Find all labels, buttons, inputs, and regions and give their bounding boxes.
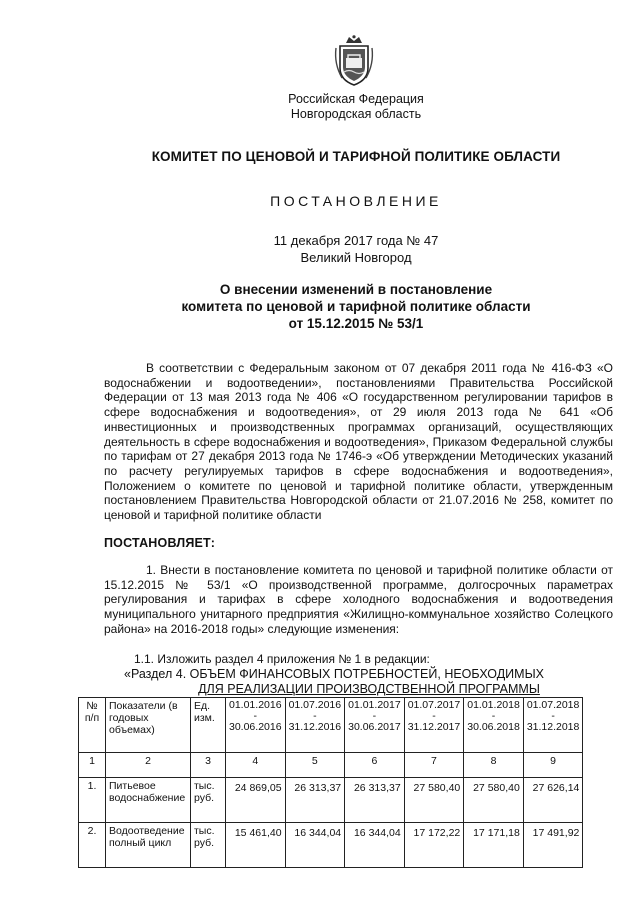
row-unit: тыс. руб. (191, 823, 226, 868)
section-title-line-2: ДЛЯ РЕАЛИЗАЦИИ ПРОИЗВОДСТВЕННОЙ ПРОГРАММЫ (198, 682, 540, 696)
row-value: 17 172,22 (404, 823, 464, 868)
column-number: 3 (191, 753, 226, 778)
table-row (79, 823, 583, 868)
subject-line-2: комитета по ценовой и тарифной политике области (181, 299, 531, 314)
country-region-block (96, 92, 616, 122)
header-period-1: 01.01.2016 - 30.06.2016 (226, 698, 286, 753)
section-title-line-1: «Раздел 4. ОБЪЕМ ФИНАНСОВЫХ ПОТРЕБНОСТЕЙ, НЕОБХОДИМЫХ (124, 667, 544, 681)
row-indicator: Питьевое водоснабжение (106, 778, 191, 823)
column-number: 7 (404, 753, 464, 778)
document-subject (96, 281, 616, 332)
document-date-number: 11 декабря 2017 года № 47 (273, 233, 439, 248)
document-city: Великий Новгород (300, 250, 412, 265)
resolves-heading: ПОСТАНОВЛЯЕТ: (104, 536, 216, 550)
row-value: 26 313,37 (345, 778, 405, 823)
column-number: 6 (345, 753, 405, 778)
row-value: 16 344,04 (285, 823, 345, 868)
region-name: Новгородская область (290, 107, 422, 121)
row-value: 24 869,05 (226, 778, 286, 823)
document-type: ПОСТАНОВЛЕНИЕ (270, 193, 442, 209)
header-unit: Ед. изм. (191, 698, 226, 753)
table-row (79, 778, 583, 823)
item-1-1-paragraph: 1.1. Изложить раздел 4 приложения № 1 в редакции: (134, 652, 430, 666)
header-no: № п/п (79, 698, 106, 753)
row-no: 1. (79, 778, 106, 823)
column-number: 2 (106, 753, 191, 778)
row-unit: тыс. руб. (191, 778, 226, 823)
date-city-block (96, 232, 616, 266)
row-value: 26 313,37 (285, 778, 345, 823)
column-number-row (79, 753, 583, 778)
column-number: 1 (79, 753, 106, 778)
header-period-6: 01.07.2018 - 31.12.2018 (523, 698, 583, 753)
committee-title: КОМИТЕТ ПО ЦЕНОВОЙ И ТАРИФНОЙ ПОЛИТИКЕ ОБЛАСТИ (151, 149, 561, 164)
country-name: Российская Федерация (288, 92, 424, 106)
basis-paragraph: В соответствии с Федеральным законом от 07 декабря 2011 года № 416-ФЗ «О водоснабжении и водоотведении», постановлениями Правительства Российской Федерации от 13 мая 2013 года № 406 «О государственном регулировании тарифов в сфере водоснабжения и водоотведения», от 29 июля 2013 года № 641 «Об инвестиционных и производственных программах организаций, осуществляющих деятельность в сфере водоснабжения и водоотведения», Приказом Федеральной службы по тарифам от 27 декабря 2013 года № 1746-э «Об утверждении Методических указаний по расчету регулируемых тарифов в сфере водоснабжения и водоотведения», Положением о комитете по ценовой и тарифной политике области, утвержденным постановлением Правительства Новгородской области от 21.07.2016 № 258, комитет по ценовой и тарифной политике области (104, 361, 613, 523)
row-value: 17 171,18 (464, 823, 524, 868)
column-number: 4 (226, 753, 286, 778)
row-indicator: Водоотведение полный цикл (106, 823, 191, 868)
column-number: 5 (285, 753, 345, 778)
row-value: 15 461,40 (226, 823, 286, 868)
row-value: 17 491,92 (523, 823, 583, 868)
row-value: 27 626,14 (523, 778, 583, 823)
section-4-title (124, 667, 614, 697)
coat-of-arms-icon (332, 34, 376, 88)
header-indicator: Показатели (в годовых объемах) (106, 698, 191, 753)
subject-line-3: от 15.12.2015 № 53/1 (288, 316, 424, 331)
row-value: 27 580,40 (464, 778, 524, 823)
column-number: 8 (464, 753, 524, 778)
table-header-row (79, 698, 583, 753)
financial-needs-table (78, 697, 583, 868)
column-number: 9 (523, 753, 583, 778)
subject-line-1: О внесении изменений в постановление (219, 282, 493, 297)
row-no: 2. (79, 823, 106, 868)
row-value: 27 580,40 (404, 778, 464, 823)
header-period-2: 01.07.2016 - 31.12.2016 (285, 698, 345, 753)
row-value: 16 344,04 (345, 823, 405, 868)
header-period-4: 01.07.2017 - 31.12.2017 (404, 698, 464, 753)
header-period-5: 01.01.2018 - 30.06.2018 (464, 698, 524, 753)
item-1-paragraph: 1. Внести в постановление комитета по ценовой и тарифной политике области от 15.12.2015 № 53/1 «О производственной программе, долгосрочных параметрах регулирования и тарифах в сфере холодного водоснабжения и водоотведения муниципального унитарного предприятия «Жилищно-коммунальное хозяйство Солецкого района» на 2016-2018 годы» следующие изменения: (104, 563, 613, 636)
header-period-3: 01.01.2017 - 30.06.2017 (345, 698, 405, 753)
